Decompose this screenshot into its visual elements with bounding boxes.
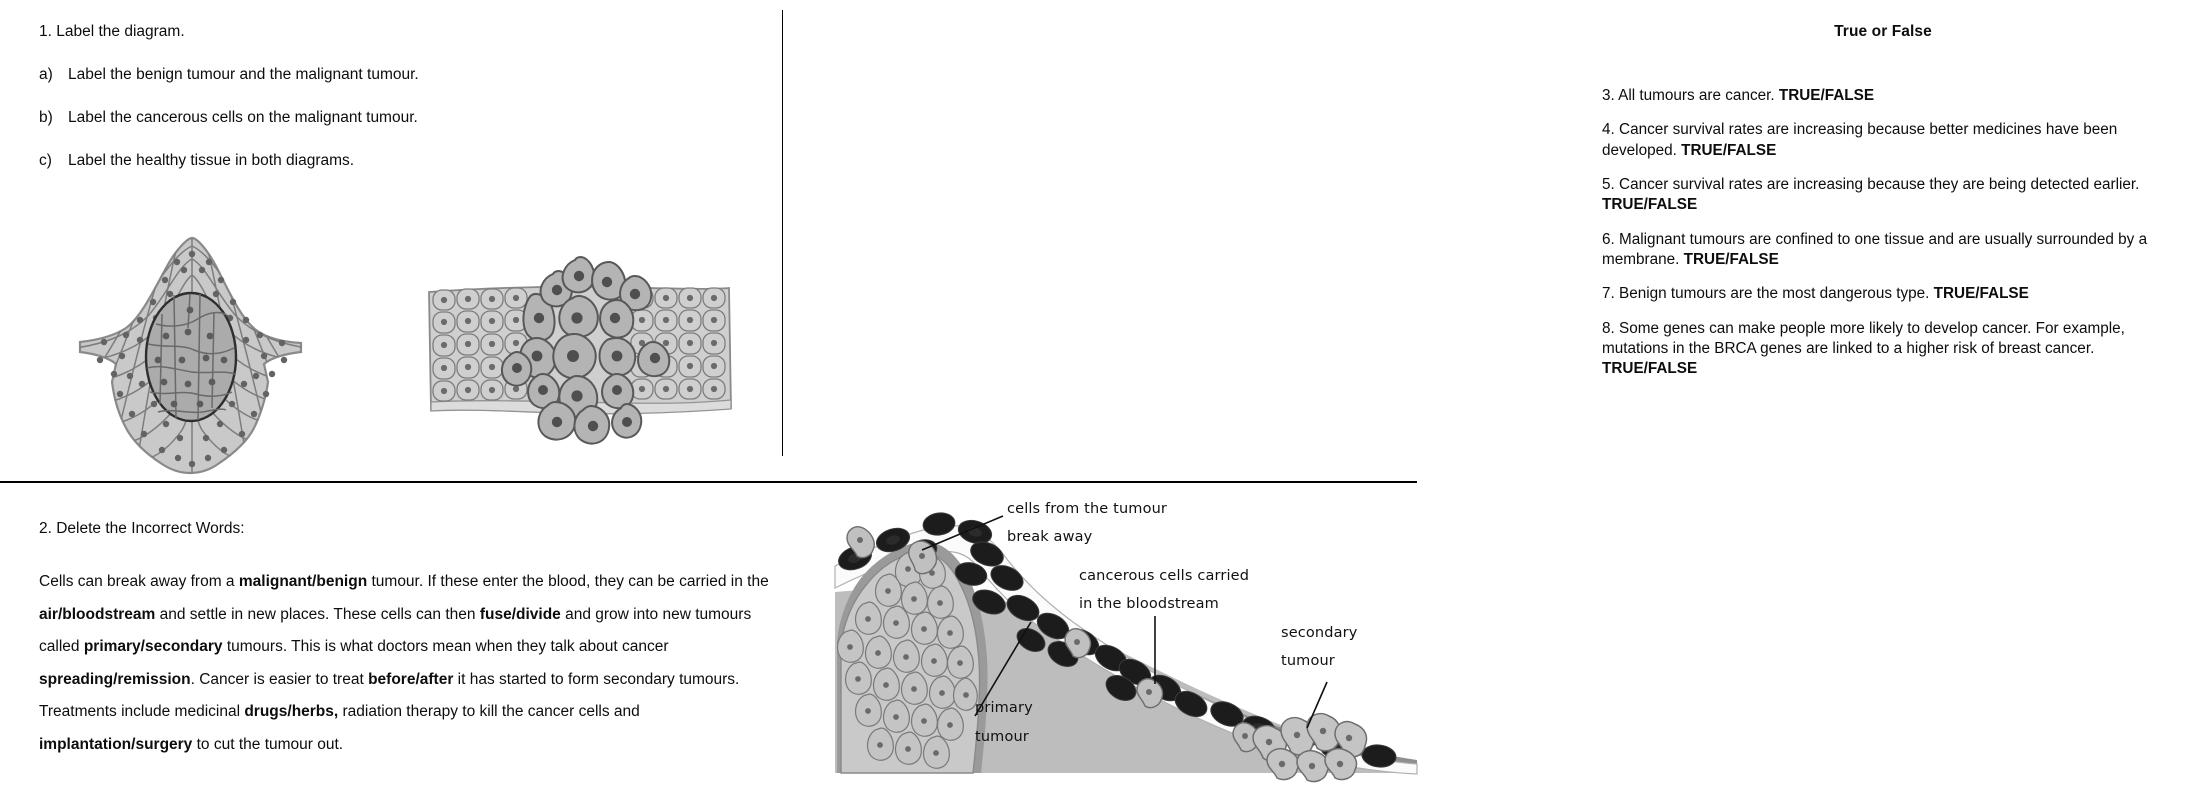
question-2-title: 2. Delete the Incorrect Words: [39,520,245,537]
label-cells-break-away-line1: cells from the tumour [1007,501,1168,517]
tf-item-8-answer[interactable]: TRUE/FALSE [1602,360,1698,378]
label-secondary-tumour-line2: tumour [1281,653,1335,669]
paragraph-text: . Cancer is easier to treat [190,670,369,688]
word-choice-pair[interactable]: implantation/surgery [39,735,193,753]
word-choice-pair[interactable]: before/after [368,670,454,688]
label-primary-tumour-line1: primary [975,700,1033,716]
question-1c [39,152,354,171]
tf-item-4-number: 4. [1602,121,1615,139]
malignant-tumour-diagram [425,252,735,448]
question-2-body [39,566,769,761]
tf-item-5-statement: Cancer survival rates are increasing because they are being detected earlier. [1619,176,2140,194]
tf-item-4-statement: Cancer survival rates are increasing because better medicines have been developed. [1602,121,2118,159]
label-cancerous-carried-line1: cancerous cells carried [1079,568,1250,584]
paragraph-text: Cells can break away from a [39,573,239,590]
label-cancerous-carried-line2: in the bloodstream [1079,596,1219,612]
question-1c-text: Label the healthy tissue in both diagrams. [68,152,355,169]
tf-item-4 [1602,120,2182,161]
tf-item-8-statement: Some genes can make people more likely to develop cancer. For example, mutations in the BRCA genes are linked to a higher risk of breast cancer. [1602,319,2125,358]
question-1b-text: Label the cancerous cells on the malignant tumour. [68,109,418,126]
label-secondary-tumour-line1: secondary [1281,625,1358,641]
true-or-false-list [1602,86,2182,394]
tf-item-5-answer[interactable]: TRUE/FALSE [1602,196,1698,214]
benign-tumour-svg [78,232,303,474]
paragraph-text: tumours. This is what doctors mean when they talk about cancer [222,638,669,655]
tf-item-7 [1602,284,2182,304]
tf-item-7-number: 7. [1602,285,1615,303]
paragraph-text: it has started to form secondary tumours. Treatments include medicinal [39,670,740,720]
word-choice-pair[interactable]: spreading/remission [39,670,191,688]
tf-item-3-answer[interactable]: TRUE/FALSE [1778,87,1875,104]
question-1b-marker: b) [39,109,53,126]
tf-item-6-statement: Malignant tumours are confined to one tissue and are usually surrounded by a membrane. [1602,230,2148,269]
tf-item-3 [1602,86,2182,106]
question-1a-marker: a) [39,66,53,83]
malignant-tumour-svg [425,252,735,448]
paragraph-text: tumour. If these enter the blood, they can be carried in the [367,573,769,590]
paragraph-text: to cut the tumour out. [192,735,344,753]
word-choice-pair[interactable]: primary/secondary [83,638,223,655]
tf-item-3-statement: All tumours are cancer. [1618,87,1775,104]
word-choice-pair[interactable]: fuse/divide [479,605,561,623]
question-1a [39,66,419,85]
tf-item-6 [1602,230,2182,271]
tf-item-8-number: 8. [1602,319,1615,337]
tf-item-6-number: 6. [1602,230,1615,248]
tf-item-3-number: 3. [1602,87,1615,104]
question-1-title: 1. Label the diagram. [39,23,185,40]
cancerous-cells [502,257,669,444]
tf-item-5 [1602,175,2182,216]
tf-item-4-answer[interactable]: TRUE/FALSE [1681,141,1777,159]
benign-tumour-mass [146,293,236,421]
paragraph-text: radiation therapy to kill the cancer cells and [338,703,640,720]
tf-item-5-number: 5. [1602,176,1615,194]
question-1b [39,109,418,128]
tf-item-6-answer[interactable]: TRUE/FALSE [1683,251,1779,269]
paragraph-text: and settle in new places. These cells can then [155,605,480,623]
question-1a-text: Label the benign tumour and the malignant tumour. [68,66,419,83]
question-1c-marker: c) [39,152,52,169]
true-or-false-panel [783,0,2148,481]
tf-item-7-statement: Benign tumours are the most dangerous type. [1619,285,1930,303]
word-choice-pair[interactable]: drugs/herbs, [244,703,339,720]
true-or-false-heading: True or False [1834,23,1932,40]
label-cells-break-away-line2: break away [1007,529,1093,545]
label-primary-tumour-line2: tumour [975,729,1029,745]
tf-item-7-answer[interactable]: TRUE/FALSE [1933,285,2029,303]
word-choice-pair[interactable]: malignant/benign [238,573,368,590]
benign-tumour-diagram [78,232,303,474]
word-choice-pair[interactable]: air/bloodstream [39,605,156,623]
tf-item-8 [1602,319,2182,380]
paragraph-text: and grow into new tumours called [39,605,752,655]
